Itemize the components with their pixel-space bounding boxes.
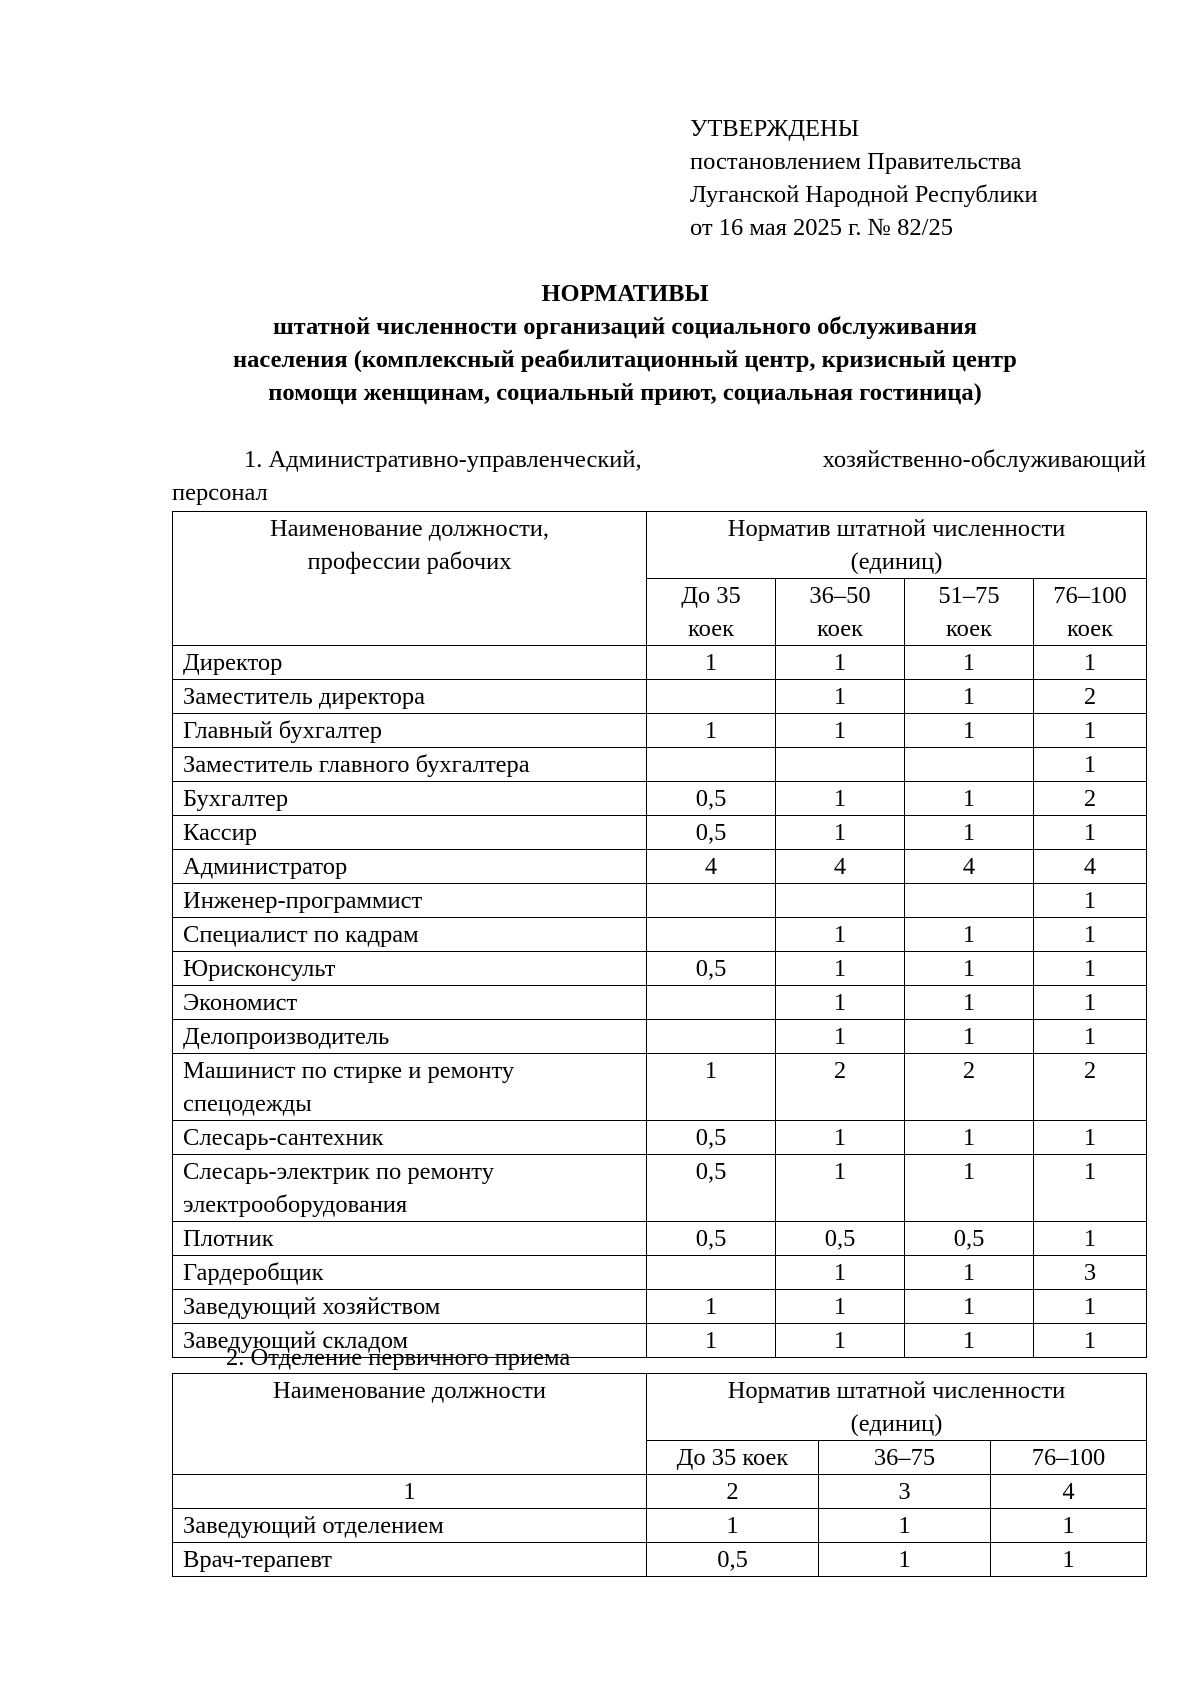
- document-title: [150, 277, 1100, 409]
- table-row: [173, 952, 1147, 986]
- norm-value: 4: [776, 850, 905, 884]
- norm-value: 1: [1034, 1155, 1147, 1222]
- staffing-table-2: [172, 1373, 1147, 1577]
- table-row: [173, 1543, 1147, 1577]
- norm-value: 1: [905, 1121, 1034, 1155]
- column-subheader: 76–100: [991, 1441, 1147, 1475]
- norm-value: 1: [819, 1543, 991, 1577]
- norm-value: 3: [1034, 1256, 1147, 1290]
- position-name: Слесарь-сантехник: [173, 1121, 647, 1155]
- staffing-table-1: [172, 511, 1147, 1358]
- title-subtitle: помощи женщинам, социальный приют, социальная гостиница): [268, 379, 982, 406]
- norm-value: 1: [905, 1290, 1034, 1324]
- position-name: Инженер-программист: [173, 884, 647, 918]
- norm-value: [647, 1020, 776, 1054]
- norm-value: [776, 884, 905, 918]
- column-subheader: 36–75: [819, 1441, 991, 1475]
- norm-value: [647, 918, 776, 952]
- norm-value: 1: [1034, 918, 1147, 952]
- column-header-position: Наименование должности: [173, 1374, 647, 1475]
- table-row: [173, 1256, 1147, 1290]
- norm-value: 1: [905, 714, 1034, 748]
- norm-value: 1: [905, 816, 1034, 850]
- norm-value: 2: [1034, 680, 1147, 714]
- table-row: [173, 1290, 1147, 1324]
- position-name: Заведующий отделением: [173, 1509, 647, 1543]
- position-name: Плотник: [173, 1222, 647, 1256]
- column-header-norm: Норматив штатной численности (единиц): [647, 1374, 1147, 1441]
- norm-value: 1: [905, 782, 1034, 816]
- norm-value: [647, 680, 776, 714]
- position-name: Заведующий складом: [173, 1324, 647, 1358]
- norm-value: 1: [776, 782, 905, 816]
- norm-value: 1: [776, 1121, 905, 1155]
- norm-value: 2: [1034, 782, 1147, 816]
- norm-value: 0,5: [647, 952, 776, 986]
- norm-value: 1: [991, 1543, 1147, 1577]
- column-subheader: 76–100 коек: [1034, 579, 1147, 646]
- table-row: [173, 680, 1147, 714]
- norm-value: 1: [905, 680, 1034, 714]
- norm-value: 1: [776, 986, 905, 1020]
- section-1-heading-part: 1. Административно-управленческий,: [244, 446, 642, 473]
- norm-value: 1: [905, 646, 1034, 680]
- position-name: Кассир: [173, 816, 647, 850]
- column-subheader: 51–75 коек: [905, 579, 1034, 646]
- norm-value: 0,5: [776, 1222, 905, 1256]
- norm-value: 1: [1034, 1290, 1147, 1324]
- approval-title: УТВЕРЖДЕНЫ: [690, 115, 860, 142]
- section-1-heading: [172, 443, 1146, 509]
- norm-value: 0,5: [647, 782, 776, 816]
- norm-value: 1: [1034, 1324, 1147, 1358]
- norm-value: 1: [776, 1290, 905, 1324]
- norm-value: 1: [776, 680, 905, 714]
- norm-value: 1: [776, 1155, 905, 1222]
- norm-value: 1: [647, 646, 776, 680]
- position-name: Бухгалтер: [173, 782, 647, 816]
- position-name: Машинист по стирке и ремонту спецодежды: [173, 1054, 647, 1121]
- norm-value: 1: [905, 1324, 1034, 1358]
- norm-value: 2: [1034, 1054, 1147, 1121]
- norm-value: 4: [647, 850, 776, 884]
- norm-value: 0,5: [647, 816, 776, 850]
- norm-value: 0,5: [647, 1155, 776, 1222]
- title-subtitle: штатной численности организаций социального обслуживания: [272, 313, 978, 340]
- position-name: Специалист по кадрам: [173, 918, 647, 952]
- norm-value: 1: [905, 918, 1034, 952]
- table-row: [173, 1509, 1147, 1543]
- position-name: Заместитель главного бухгалтера: [173, 748, 647, 782]
- section-1-heading-part: хозяйственно-обслуживающий: [822, 446, 1146, 473]
- norm-value: 2: [905, 1054, 1034, 1121]
- position-name: Экономист: [173, 986, 647, 1020]
- norm-value: 1: [1034, 748, 1147, 782]
- norm-value: 1: [776, 918, 905, 952]
- table-row: [173, 646, 1147, 680]
- norm-value: 0,5: [647, 1222, 776, 1256]
- norm-value: [905, 884, 1034, 918]
- norm-value: 1: [1034, 816, 1147, 850]
- table-row: [173, 1054, 1147, 1121]
- section-1-heading-part: персонал: [172, 479, 268, 506]
- position-name: Главный бухгалтер: [173, 714, 647, 748]
- norm-value: 1: [905, 1256, 1034, 1290]
- column-number: 4: [991, 1475, 1147, 1509]
- table-row: [173, 884, 1147, 918]
- table-row: [173, 986, 1147, 1020]
- norm-value: 1: [905, 1155, 1034, 1222]
- norm-value: 4: [1034, 850, 1147, 884]
- table-row: [173, 1121, 1147, 1155]
- norm-value: 1: [1034, 952, 1147, 986]
- title-subtitle: населения (комплексный реабилитационный центр, кризисный центр: [233, 346, 1017, 373]
- approval-date: от 16 мая 2025 г. № 82/25: [690, 214, 953, 241]
- column-subheader: До 35 коек: [647, 1441, 819, 1475]
- position-name: Заведующий хозяйством: [173, 1290, 647, 1324]
- norm-value: 1: [1034, 1121, 1147, 1155]
- norm-value: [647, 748, 776, 782]
- column-subheader: До 35 коек: [647, 579, 776, 646]
- norm-value: 0,5: [905, 1222, 1034, 1256]
- section-2-heading: 2. Отделение первичного приема: [226, 1344, 571, 1371]
- norm-value: 0,5: [647, 1543, 819, 1577]
- table-row: [173, 918, 1147, 952]
- norm-value: 1: [776, 1020, 905, 1054]
- position-name: Администратор: [173, 850, 647, 884]
- norm-value: 1: [1034, 646, 1147, 680]
- norm-value: [647, 1256, 776, 1290]
- position-name: Врач-терапевт: [173, 1543, 647, 1577]
- position-name: Делопроизводитель: [173, 1020, 647, 1054]
- norm-value: 1: [776, 1324, 905, 1358]
- norm-value: 2: [776, 1054, 905, 1121]
- column-header-norm: Норматив штатной численности (единиц): [647, 512, 1147, 579]
- column-number: 3: [819, 1475, 991, 1509]
- norm-value: 1: [1034, 884, 1147, 918]
- norm-value: 1: [1034, 714, 1147, 748]
- column-subheader: 36–50 коек: [776, 579, 905, 646]
- column-number: 1: [173, 1475, 647, 1509]
- position-name: Заместитель директора: [173, 680, 647, 714]
- norm-value: 1: [819, 1509, 991, 1543]
- norm-value: 1: [905, 1020, 1034, 1054]
- norm-value: 1: [1034, 986, 1147, 1020]
- norm-value: 1: [1034, 1020, 1147, 1054]
- table-row: [173, 850, 1147, 884]
- norm-value: 1: [647, 1324, 776, 1358]
- norm-value: 1: [776, 816, 905, 850]
- table-row: [173, 748, 1147, 782]
- position-name: Юрисконсульт: [173, 952, 647, 986]
- column-number: 2: [647, 1475, 819, 1509]
- norm-value: 1: [776, 952, 905, 986]
- table-row: [173, 1222, 1147, 1256]
- table-row: [173, 782, 1147, 816]
- norm-value: 1: [647, 714, 776, 748]
- table-row: [173, 816, 1147, 850]
- norm-value: 1: [647, 1054, 776, 1121]
- norm-value: 1: [905, 952, 1034, 986]
- norm-value: 1: [647, 1290, 776, 1324]
- approval-stamp: [690, 112, 1150, 244]
- norm-value: 1: [776, 714, 905, 748]
- position-name: Директор: [173, 646, 647, 680]
- norm-value: 1: [647, 1509, 819, 1543]
- column-header-position: Наименование должности, профессии рабочих: [173, 512, 647, 646]
- norm-value: 1: [905, 986, 1034, 1020]
- norm-value: 0,5: [647, 1121, 776, 1155]
- norm-value: [905, 748, 1034, 782]
- table-row: [173, 714, 1147, 748]
- position-name: Гардеробщик: [173, 1256, 647, 1290]
- norm-value: [776, 748, 905, 782]
- approval-line: постановлением Правительства: [690, 148, 1022, 175]
- position-name: Слесарь-электрик по ремонту электрооборудования: [173, 1155, 647, 1222]
- norm-value: [647, 884, 776, 918]
- norm-value: 1: [991, 1509, 1147, 1543]
- norm-value: [647, 986, 776, 1020]
- norm-value: 4: [905, 850, 1034, 884]
- norm-value: 1: [776, 1256, 905, 1290]
- norm-value: 1: [776, 646, 905, 680]
- title-main: НОРМАТИВЫ: [541, 280, 709, 307]
- table-row: [173, 1155, 1147, 1222]
- table-row: [173, 1020, 1147, 1054]
- approval-line: Луганской Народной Республики: [690, 181, 1038, 208]
- norm-value: 1: [1034, 1222, 1147, 1256]
